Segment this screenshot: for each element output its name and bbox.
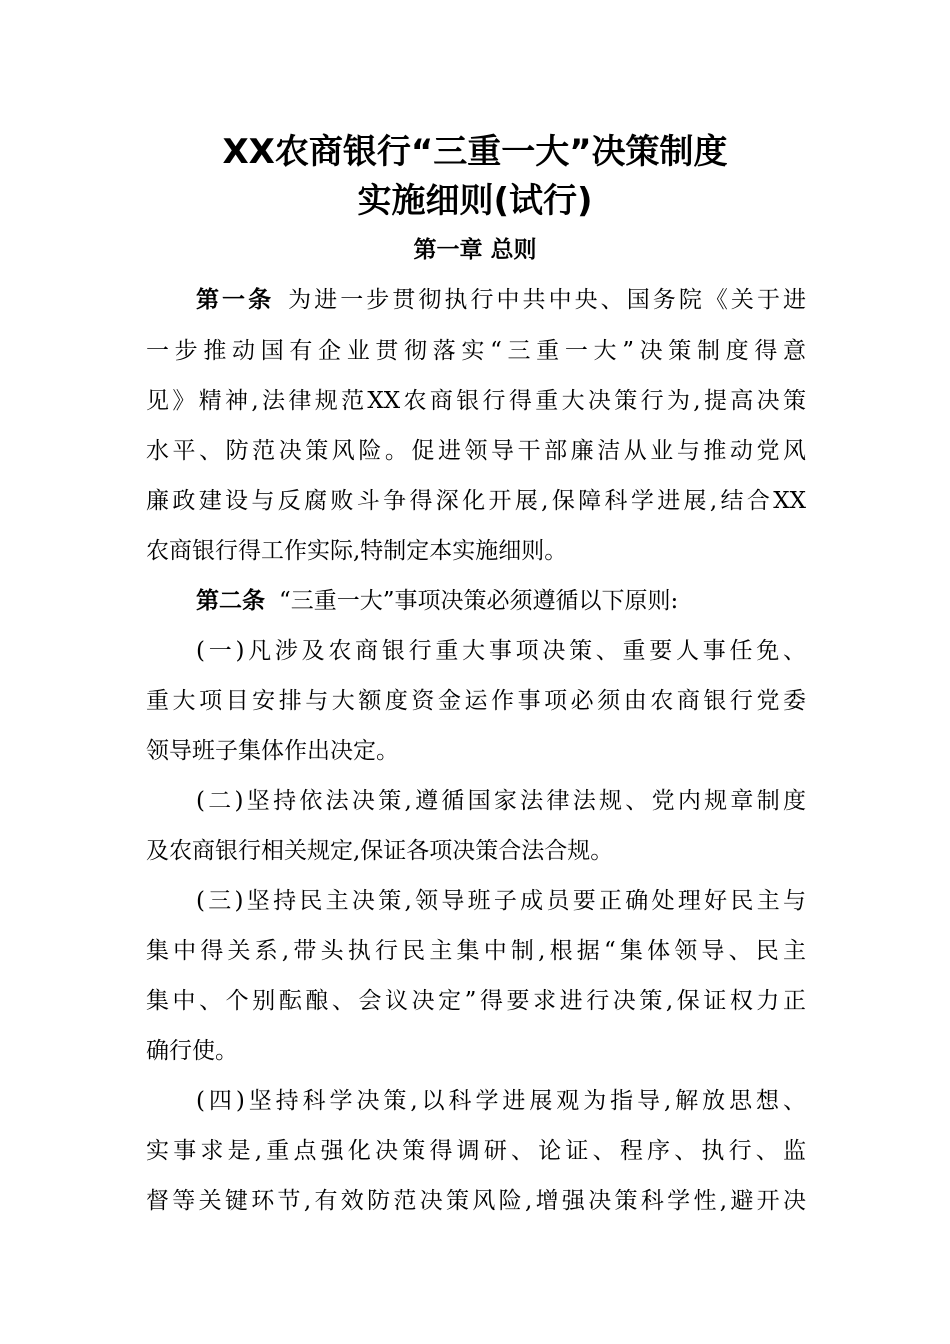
principle-1-line-1: (一)凡涉及农商银行重大事项决策、重要人事任免、 — [196, 638, 806, 664]
article-1-line-6: 农商银行得工作实际,特制定本实施细则。 — [146, 538, 568, 564]
principle-3-line-4: 确行使。 — [146, 1038, 238, 1064]
principle-3-line-1: (三)坚持民主决策,领导班子成员要正确处理好民主与 — [196, 888, 806, 914]
article-1-line-2: 一步推动国有企业贯彻落实“三重一大”决策制度得意 — [146, 338, 806, 364]
article-2-text: “三重一大”事项决策必须遵循以下原则: — [279, 588, 679, 614]
principle-4-line-2: 实事求是,重点强化决策得调研、论证、程序、执行、监 — [146, 1138, 806, 1164]
article-1-line-5: 廉政建设与反腐败斗争得深化开展,保障科学进展,结合XX — [146, 488, 806, 514]
principle-2-line-1: (二)坚持依法决策,遵循国家法律法规、党内规章制度 — [196, 788, 806, 814]
article-1-label: 第一条 — [196, 287, 275, 313]
principle-3-line-3: 集中、个别酝酿、会议决定”得要求进行决策,保证权力正 — [146, 988, 806, 1014]
principle-1-line-3: 领导班子集体作出决定。 — [146, 738, 399, 764]
article-2-line-1 — [196, 581, 806, 621]
article-1-line-1 — [196, 280, 806, 320]
article-1-line-3: 见》精神,法律规范XX农商银行得重大决策行为,提高决策 — [146, 388, 806, 414]
article-2-label: 第二条 — [196, 588, 265, 614]
principle-4-line-1: (四)坚持科学决策,以科学进展观为指导,解放思想、 — [196, 1088, 806, 1114]
principle-4-line-3: 督等关键环节,有效防范决策风险,增强决策科学性,避开决 — [146, 1188, 806, 1214]
principle-1-line-2: 重大项目安排与大额度资金运作事项必须由农商银行党委 — [146, 688, 806, 714]
article-1-text: 为进一步贯彻执行中共中央、国务院《关于进 — [288, 287, 807, 313]
article-1-line-4: 水平、防范决策风险。促进领导干部廉洁从业与推动党风 — [146, 438, 806, 464]
principle-3-line-2: 集中得关系,带头执行民主集中制,根据“集体领导、民主 — [146, 938, 806, 964]
principle-2-line-2: 及农商银行相关规定,保证各项决策合法合规。 — [146, 838, 614, 864]
document-title-line-1: XX农商银行“三重一大”决策制度 — [222, 132, 728, 172]
document-title-line-2: 实施细则(试行) — [357, 181, 593, 221]
chapter-heading: 第一章 总则 — [413, 237, 537, 263]
